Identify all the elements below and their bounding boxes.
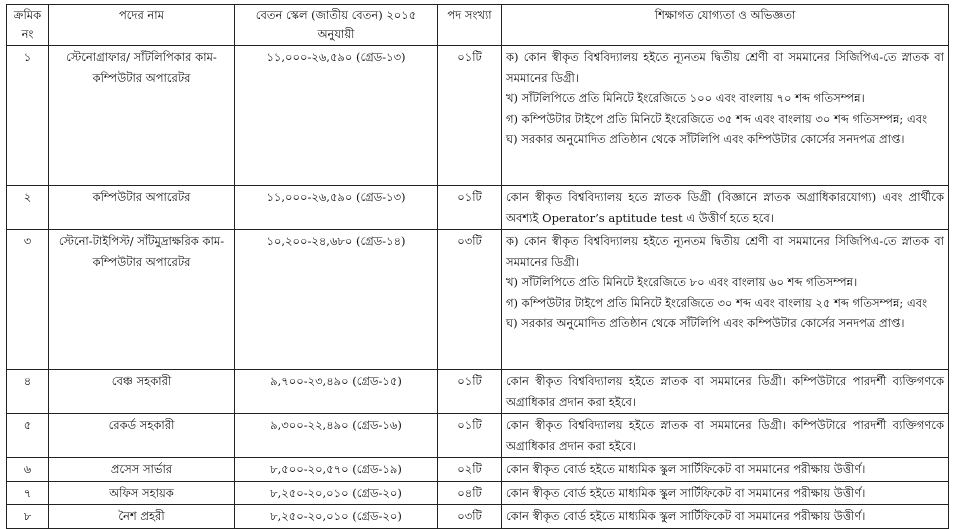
cell-qualification — [502, 414, 949, 458]
cell-pay-scale: ৯,৩০০-২২,৪৯০ (গ্রেড-১৬) — [235, 414, 438, 458]
cell-posts: ০১টি — [438, 370, 502, 414]
cell-post-name: নৈশ প্রহরী — [49, 505, 235, 529]
header-pay-scale: বেতন স্কেল (জাতীয় বেতন) ২০১৫ অনুযায়ী — [235, 5, 438, 46]
qualification-line: ঘ) সরকার অনুমোদিত প্রতিষ্ঠান থেকে সাঁটলিপি এবং কম্পিউটার কোর্সের সনদপত্র প্রাপ্ত। — [506, 316, 905, 330]
cell-qualification — [502, 230, 949, 370]
qualification-line: কোন স্বীকৃত বোর্ড হইতে মাধ্যমিক স্কুল সার্টিফিকেট বা সমমানের পরীক্ষায় উত্তীর্ণ। — [506, 462, 866, 476]
qualification-line: গ) কম্পিউটার টাইপে প্রতি মিনিটে ইংরেজিতে ৩৫ শব্দ এবং বাংলায় ৩০ শব্দ গতিসম্পন্ন; এবং — [506, 111, 928, 126]
cell-qualification — [502, 505, 949, 529]
qualification-line: খ) সাঁটলিপিতে প্রতি মিনিটে ইংরেজিতে ৮০ এবং বাংলায় ৬০ শব্দ গতিসম্পন্ন। — [506, 275, 858, 289]
header-serial: ক্রমিক নং — [7, 5, 49, 46]
cell-serial: ২ — [7, 186, 49, 230]
table-row — [7, 186, 949, 230]
cell-qualification — [502, 186, 949, 230]
cell-post-name: কম্পিউটার অপারেটর — [49, 186, 235, 230]
header-posts: পদ সংখ্যা — [438, 5, 502, 46]
cell-serial: ৩ — [7, 230, 49, 370]
job-circular-table — [6, 4, 949, 529]
qualification-line: গ) কম্পিউটার টাইপে প্রতি মিনিটে ইংরেজিতে ৩০ শব্দ এবং বাংলায় ২৫ শব্দ গতিসম্পন্ন; এবং — [506, 295, 928, 310]
qualification-line: ঘ) সরকার অনুমোদিত প্রতিষ্ঠান থেকে সাঁটলিপি এবং কম্পিউটার কোর্সের সনদপত্র প্রাপ্ত। — [506, 132, 905, 146]
cell-pay-scale: ৮,২৫০-২০,০১০ (গ্রেড-২০) — [235, 505, 438, 529]
cell-qualification — [502, 370, 949, 414]
cell-serial: ৪ — [7, 370, 49, 414]
cell-posts: ০২টি — [438, 458, 502, 482]
qualification-line: কোন স্বীকৃত বোর্ড হইতে মাধ্যমিক স্কুল সার্টিফিকেট বা সমমানের পরীক্ষায় উত্তীর্ণ। — [506, 485, 866, 500]
qualification-line: খ) সাঁটলিপিতে প্রতি মিনিটে ইংরেজিতে ১০০ এবং বাংলায় ৭০ শব্দ গতিসম্পন্ন। — [506, 91, 865, 105]
cell-posts: ০১টি — [438, 46, 502, 186]
cell-qualification — [502, 458, 949, 482]
cell-serial: ১ — [7, 46, 49, 186]
cell-pay-scale: ১১,০০০-২৬,৫৯০ (গ্রেড-১৩) — [235, 186, 438, 230]
cell-pay-scale: ৮,২৫০-২০,০১০ (গ্রেড-২০) — [235, 481, 438, 505]
cell-posts: ০৪টি — [438, 481, 502, 505]
table-row — [7, 46, 949, 186]
cell-posts: ০১টি — [438, 186, 502, 230]
cell-serial: ৫ — [7, 414, 49, 458]
cell-posts: ০৩টি — [438, 505, 502, 529]
qualification-line: কোন স্বীকৃত বিশ্ববিদ্যালয় হইতে স্নাতক বা সমমানের ডিগ্রী। কম্পিউটারে পারদর্শী ব্যক্তিগণকে অগ্রাধিকার প্রদান করা হইবে। — [506, 374, 944, 409]
cell-serial: ৮ — [7, 505, 49, 529]
cell-post-name: স্টেনোগ্রাফার/ সাঁটলিপিকার কাম-কম্পিউটার অপারেটর — [49, 46, 235, 186]
cell-post-name: বেঞ্চ সহকারী — [49, 370, 235, 414]
table-header-row — [7, 5, 949, 46]
table-row — [7, 458, 949, 482]
header-post-name: পদের নাম — [49, 5, 235, 46]
cell-pay-scale: ১১,০০০-২৬,৫৯০ (গ্রেড-১৩) — [235, 46, 438, 186]
cell-post-name: প্রসেস সার্ভার — [49, 458, 235, 482]
table-row — [7, 414, 949, 458]
table-row — [7, 505, 949, 529]
table-row — [7, 481, 949, 505]
qualification-line: কোন স্বীকৃত বিশ্ববিদ্যালয় হইতে স্নাতক বা সমমানের ডিগ্রী। কম্পিউটারে পারদর্শী ব্যক্তিগণকে অগ্রাধিকার প্রদান করা হইবে। — [506, 418, 944, 453]
cell-pay-scale: ৮,৫০০-২০,৫৭০ (গ্রেড-১৯) — [235, 458, 438, 482]
qualification-line: কোন স্বীকৃত বোর্ড হইতে মাধ্যমিক স্কুল সার্টিফিকেট বা সমমানের পরীক্ষায় উত্তীর্ণ। — [506, 509, 866, 523]
cell-post-name: অফিস সহায়ক — [49, 481, 235, 505]
cell-qualification — [502, 481, 949, 505]
cell-qualification — [502, 46, 949, 186]
cell-posts: ০১টি — [438, 414, 502, 458]
qualification-line: কোন স্বীকৃত বিশ্ববিদ্যালয় হতে স্নাতক ডিগ্রী (বিজ্ঞানে স্নাতক অগ্রাধিকারযোগ্য) এবং প্রার্থীকে অবশ্যই Operator’s aptitude test এ উত্তীর্ণ হতে হবে। — [506, 190, 944, 225]
cell-post-name: স্টেনো-টাইপিস্ট/ সাঁটমুদ্রাক্ষরিক কাম-কম্পিউটার অপারেটর — [49, 230, 235, 370]
table-row — [7, 370, 949, 414]
qualification-line: ক) কোন স্বীকৃত বিশ্ববিদ্যালয় হইতে ন্যূনতম দ্বিতীয় শ্রেণী বা সমমানের সিজিপিএ-তে স্নাতক বা সমমানের ডিগ্রী। — [506, 234, 944, 269]
cell-serial: ৬ — [7, 458, 49, 482]
cell-post-name: রেকর্ড সহকারী — [49, 414, 235, 458]
cell-pay-scale: ১০,২০০-২৪,৬৮০ (গ্রেড-১৪) — [235, 230, 438, 370]
table-row — [7, 230, 949, 370]
cell-serial: ৭ — [7, 481, 49, 505]
cell-pay-scale: ৯,৭০০-২৩,৪৯০ (গ্রেড-১৫) — [235, 370, 438, 414]
qualification-line: ক) কোন স্বীকৃত বিশ্ববিদ্যালয় হইতে ন্যূনতম দ্বিতীয় শ্রেণী বা সমমানের সিজিপিএ-তে স্নাতক বা সমমানের ডিগ্রী। — [506, 50, 944, 85]
cell-posts: ০৩টি — [438, 230, 502, 370]
header-qualification: শিক্ষাগত যোগ্যতা ও অভিজ্ঞতা — [502, 5, 949, 46]
